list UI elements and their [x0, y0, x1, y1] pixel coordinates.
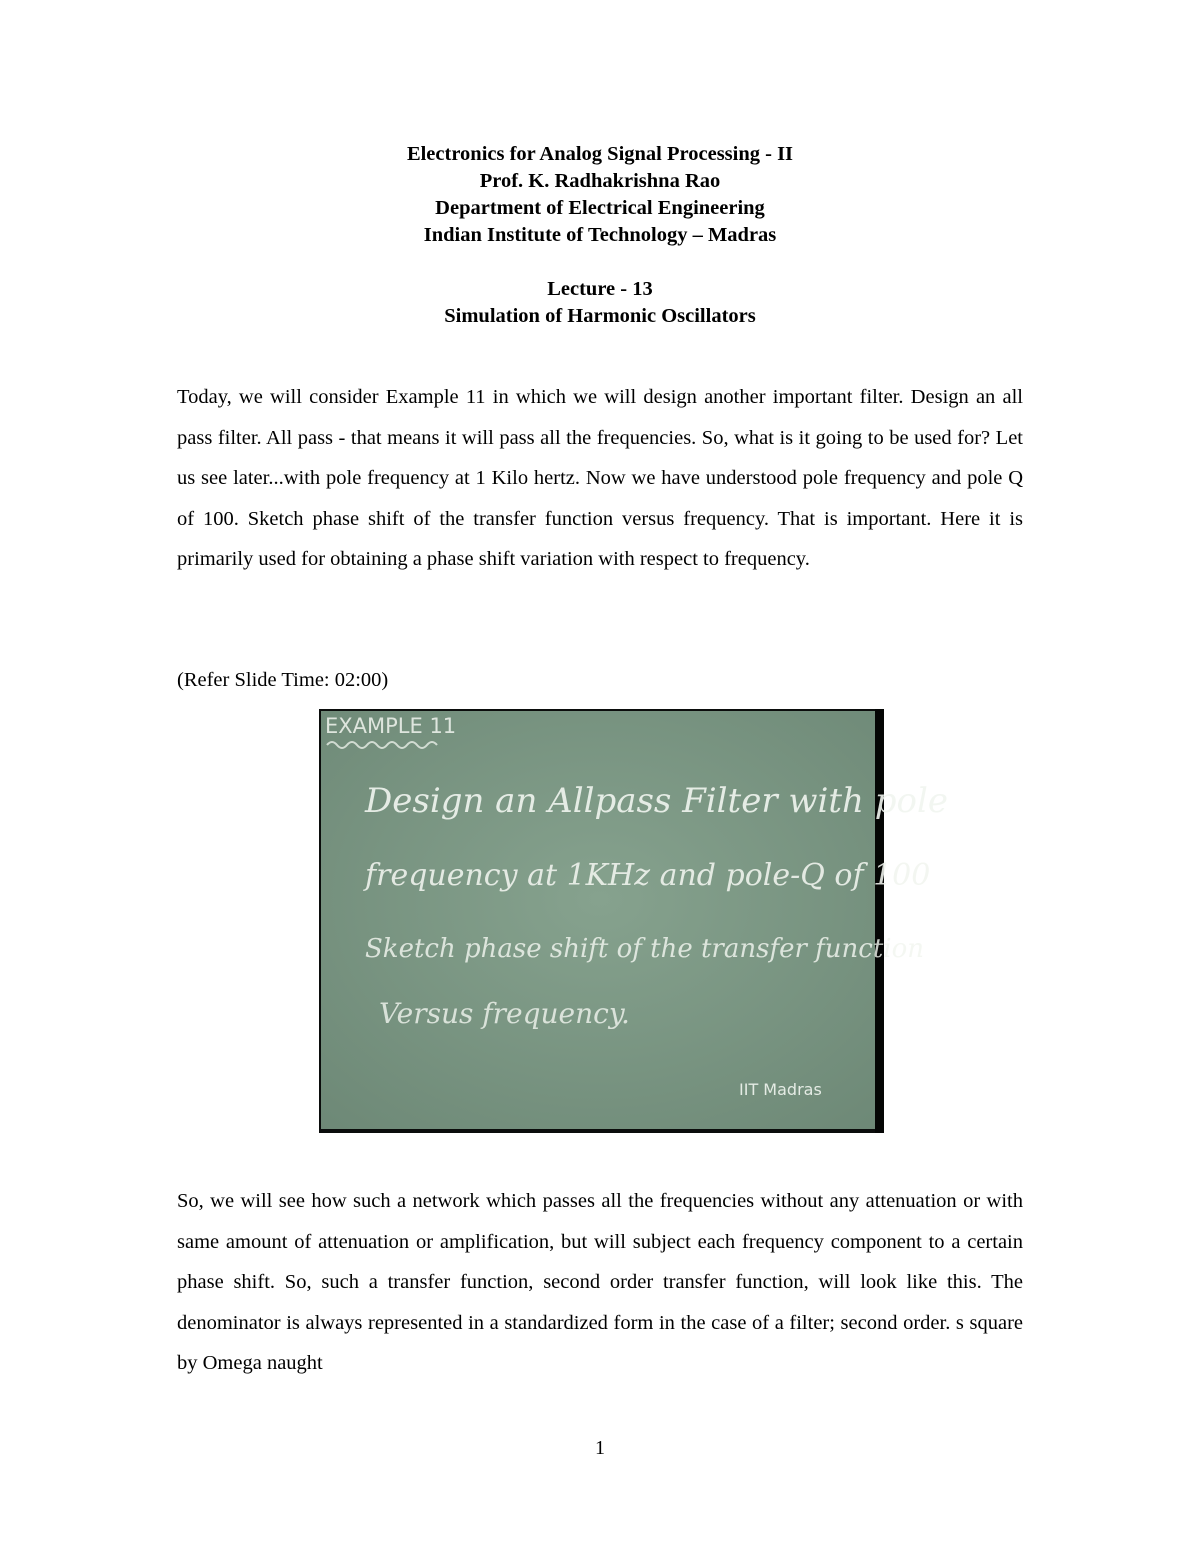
slide-image	[319, 709, 948, 1133]
slide-line-2: frequency at 1KHz and pole-Q of 100	[365, 858, 931, 893]
department-name: Department of Electrical Engineering	[435, 197, 765, 219]
refer-slide-time: (Refer Slide Time: 02:00)	[177, 669, 389, 691]
slide-heading: EXAMPLE 11	[325, 714, 457, 738]
slide-line-3: Sketch phase shift of the transfer function	[365, 934, 924, 964]
chalkboard-surface	[321, 711, 878, 1129]
slide-right-edge	[875, 709, 884, 1133]
professor-name: Prof. K. Radhakrishna Rao	[479, 170, 721, 192]
lecture-title: Simulation of Harmonic Oscillators	[444, 305, 756, 327]
page-number: 1	[595, 1437, 605, 1459]
lecture-number: Lecture - 13	[547, 278, 653, 300]
body-paragraph-2: So, we will see how such a network which passes all the frequencies without any attenuation or with same amount of attenuation or amplification, but will subject each frequency component to a certain phase shift. So, such a transfer function, second order transfer function, will look like this. The denominator is always represented in a standardized form in the case of a filter; second order. s square by Omega naught	[177, 1190, 1023, 1375]
document-header	[0, 141, 1200, 330]
institute-name: Indian Institute of Technology – Madras	[423, 224, 777, 246]
header-spacer	[0, 249, 1200, 276]
chalkboard-svg	[319, 709, 948, 1133]
course-title: Electronics for Analog Signal Processing - II	[406, 143, 794, 165]
slide-line-4: Versus frequency.	[379, 997, 630, 1030]
slide-watermark: IIT Madras	[739, 1080, 822, 1099]
slide-line-1: Design an Allpass Filter with pole	[365, 781, 948, 821]
body-paragraph-1: Today, we will consider Example 11 in which we will design another important filter. Design an all pass filter. All pass - that means it will pass all the frequencies. So, what is it going to be used for? Let us see later...with pole frequency at 1 Kilo hertz. Now we have understood pole frequency and pole Q of 100. Sketch phase shift of the transfer function versus frequency. That is important. Here it is primarily used for obtaining a phase shift variation with respect to frequency.	[177, 386, 1023, 571]
